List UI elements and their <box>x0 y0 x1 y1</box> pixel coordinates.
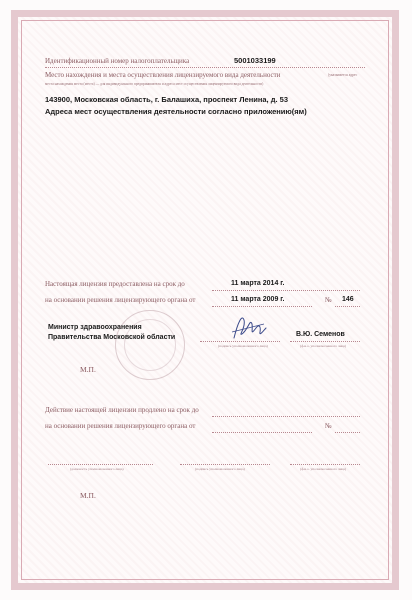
basis-number-underline <box>335 306 360 307</box>
extension-basis-label: на основании решения лицензирующего органа от <box>45 422 196 430</box>
extension-number-underline <box>335 432 360 433</box>
location-label: Место нахождения и места осуществления лицензируемого вида деятельности <box>45 71 281 79</box>
basis-number-label: № <box>325 296 332 304</box>
basis-number: 146 <box>342 296 354 303</box>
signature-caption: (подпись уполномоченного лица) <box>218 344 268 348</box>
taxpayer-underline <box>45 67 365 68</box>
address-text: 143900, Московская область, г. Балашиха, проспект Ленина, д. 53 <box>45 95 288 104</box>
location-note-1: (указывается адрес <box>328 73 358 77</box>
ext-name-line <box>290 464 360 465</box>
stamp-place-1: М.П. <box>80 365 96 374</box>
ext-signature-caption: (подпись уполномоченного лица) <box>195 467 245 471</box>
seal-stamp <box>115 310 185 380</box>
signer-title-2: Правительства Московской области <box>48 334 176 341</box>
term-date: 11 марта 2014 г. <box>231 280 285 287</box>
extension-label: Действие настоящей лицензии продлено на срок до <box>45 406 199 414</box>
taxpayer-label: Идентификационный номер налогоплательщика <box>45 57 190 65</box>
ext-signature-line <box>180 464 270 465</box>
taxpayer-value: 5001033199 <box>234 56 276 65</box>
extension-number-label: № <box>325 422 332 430</box>
signature-icon <box>228 310 268 344</box>
signature-line <box>200 341 280 342</box>
ext-name-caption: (ф.и.о. уполномоченного лица) <box>300 467 347 471</box>
name-line <box>290 341 360 342</box>
signer-name: В.Ю. Семенов <box>296 331 345 338</box>
stamp-place-2: М.П. <box>80 491 96 500</box>
basis-underline <box>212 306 312 307</box>
term-label: Настоящая лицензия предоставлена на срок до <box>45 280 185 288</box>
basis-date: 11 марта 2009 г. <box>231 296 285 303</box>
term-underline <box>212 290 360 291</box>
location-note-2: места нахождения места (места) — для индивидуального предпринимателя и адреса мест осуществления лицензируемого вида деятельности) <box>45 82 264 86</box>
signer-title-1: Министр здравоохранения <box>48 324 142 331</box>
extension-basis-underline <box>212 432 312 433</box>
basis-label: на основании решения лицензирующего органа от <box>45 296 196 304</box>
addresses-annex-text: Адреса мест осуществления деятельности согласно приложению(ям) <box>45 107 307 116</box>
ext-position-caption: (должность уполномоченного лица) <box>70 467 124 471</box>
name-caption: (ф.и.о. уполномоченного лица) <box>300 344 347 348</box>
ext-position-line <box>48 464 153 465</box>
extension-underline <box>212 416 360 417</box>
